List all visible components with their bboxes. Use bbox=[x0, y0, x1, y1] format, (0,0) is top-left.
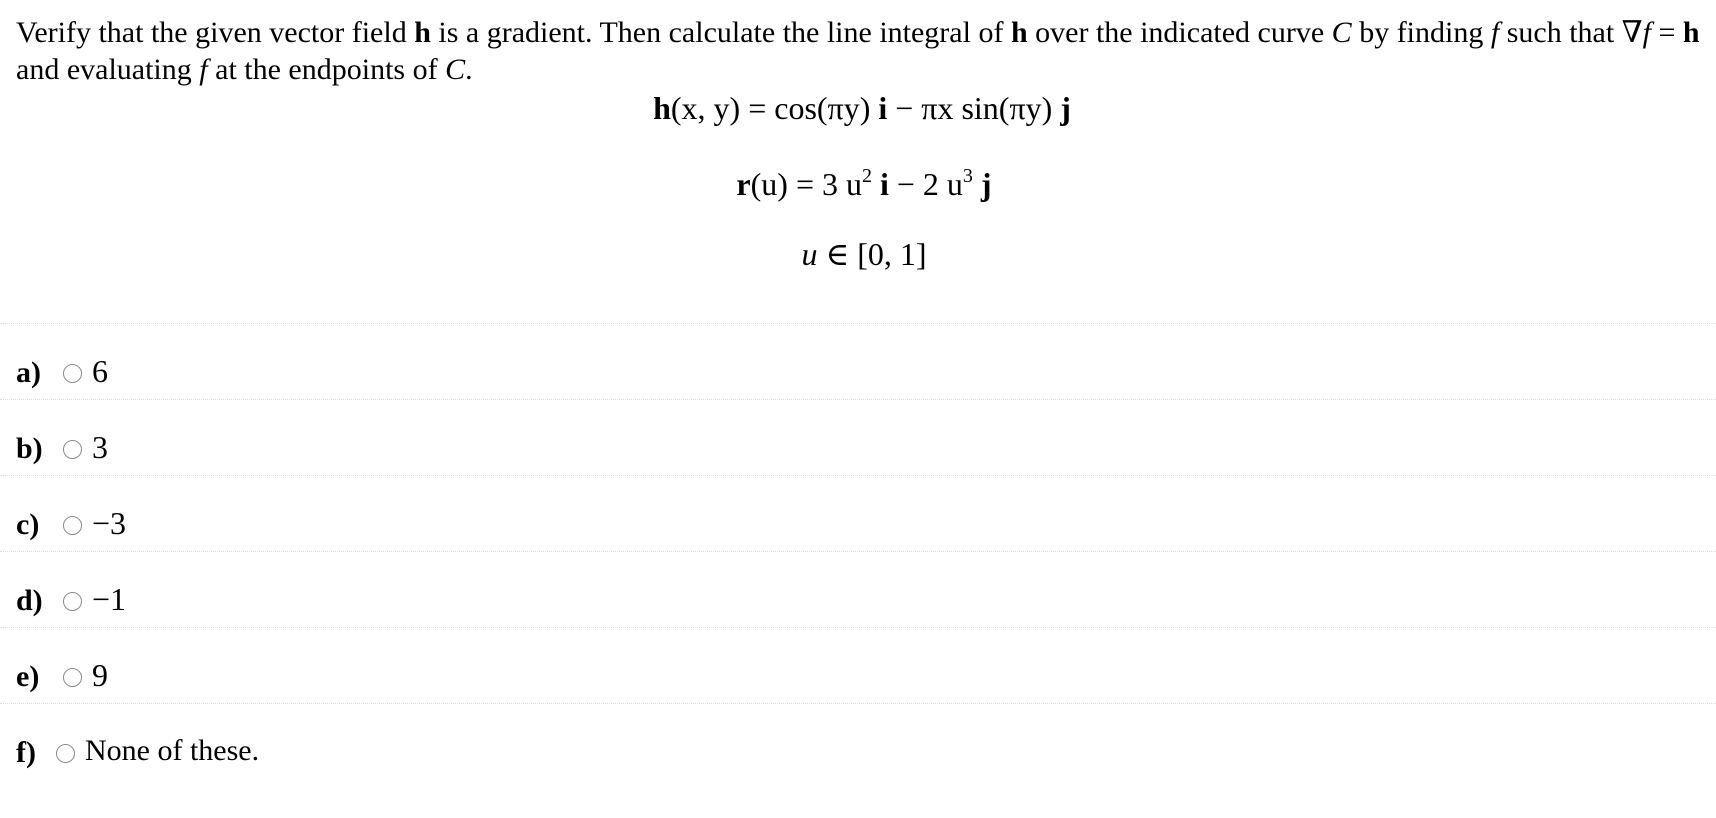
eq-text: − πx sin(πy) bbox=[887, 90, 1053, 126]
eq-unit-vector: j bbox=[1060, 90, 1071, 126]
option-letter: e) bbox=[16, 660, 40, 693]
radio-button-icon[interactable] bbox=[63, 516, 82, 535]
eq-symbol: r bbox=[736, 166, 751, 202]
question-fragment: = bbox=[1650, 16, 1683, 49]
option-letter: a) bbox=[16, 356, 41, 389]
question-fragment: such that ∇ bbox=[1499, 16, 1643, 49]
option-value: 9 bbox=[92, 657, 108, 693]
vector-h-symbol: h bbox=[1010, 16, 1028, 49]
question-fragment: is a gradient. Then calculate the line integral of bbox=[430, 16, 1011, 49]
eq-text: (x, y) = cos(πy) bbox=[670, 90, 871, 126]
question-fragment: and evaluating bbox=[16, 53, 200, 86]
option-value: 6 bbox=[92, 353, 108, 389]
vector-h-symbol: h bbox=[414, 16, 431, 49]
option-letter: d) bbox=[16, 584, 43, 617]
question-fragment: by finding bbox=[1351, 16, 1491, 49]
eq-exponent: 3 bbox=[962, 165, 973, 187]
option-e[interactable] bbox=[0, 627, 1716, 711]
eq-exponent: 2 bbox=[861, 165, 872, 187]
function-f-symbol: f bbox=[1490, 16, 1500, 49]
option-letter: f) bbox=[16, 736, 36, 769]
option-letter: c) bbox=[16, 508, 40, 541]
question-text bbox=[16, 14, 1706, 88]
curve-c-symbol: C bbox=[1331, 16, 1352, 49]
question-fragment: at the endpoints of bbox=[207, 53, 446, 86]
vector-h-symbol: h bbox=[1682, 16, 1700, 49]
option-letter: b) bbox=[16, 432, 43, 465]
option-value: −3 bbox=[92, 505, 127, 541]
function-f-symbol: f bbox=[1642, 16, 1651, 49]
question-fragment: . bbox=[465, 53, 473, 86]
parameter-domain-equation bbox=[0, 234, 1716, 274]
option-value: −1 bbox=[92, 581, 127, 617]
radio-button-icon[interactable] bbox=[63, 364, 82, 383]
option-value: None of these. bbox=[85, 734, 260, 767]
option-a[interactable] bbox=[0, 323, 1716, 407]
question-fragment: over the indicated curve bbox=[1027, 16, 1332, 49]
curve-parametrization-equation bbox=[0, 164, 1716, 204]
eq-text: ∈ [0, 1] bbox=[817, 236, 927, 272]
option-c[interactable] bbox=[0, 475, 1716, 559]
eq-text: − 2 u bbox=[888, 166, 963, 202]
eq-unit-vector: i bbox=[878, 90, 888, 126]
eq-symbol: h bbox=[653, 90, 671, 126]
option-value: 3 bbox=[92, 429, 108, 465]
vector-field-equation bbox=[0, 88, 1716, 128]
function-f-symbol: f bbox=[199, 53, 208, 86]
option-f[interactable] bbox=[0, 703, 1716, 787]
radio-button-icon[interactable] bbox=[56, 744, 75, 763]
question-fragment: Verify that the given vector field bbox=[16, 16, 415, 49]
eq-text: (u) = 3 u bbox=[750, 166, 862, 202]
eq-unit-vector: j bbox=[980, 166, 992, 202]
curve-c-symbol: C bbox=[445, 53, 466, 86]
radio-button-icon[interactable] bbox=[63, 592, 82, 611]
radio-button-icon[interactable] bbox=[63, 668, 82, 687]
radio-button-icon[interactable] bbox=[63, 440, 82, 459]
eq-unit-vector: i bbox=[879, 166, 889, 202]
option-d[interactable] bbox=[0, 551, 1716, 635]
eq-variable: u bbox=[801, 236, 818, 272]
option-b[interactable] bbox=[0, 399, 1716, 483]
